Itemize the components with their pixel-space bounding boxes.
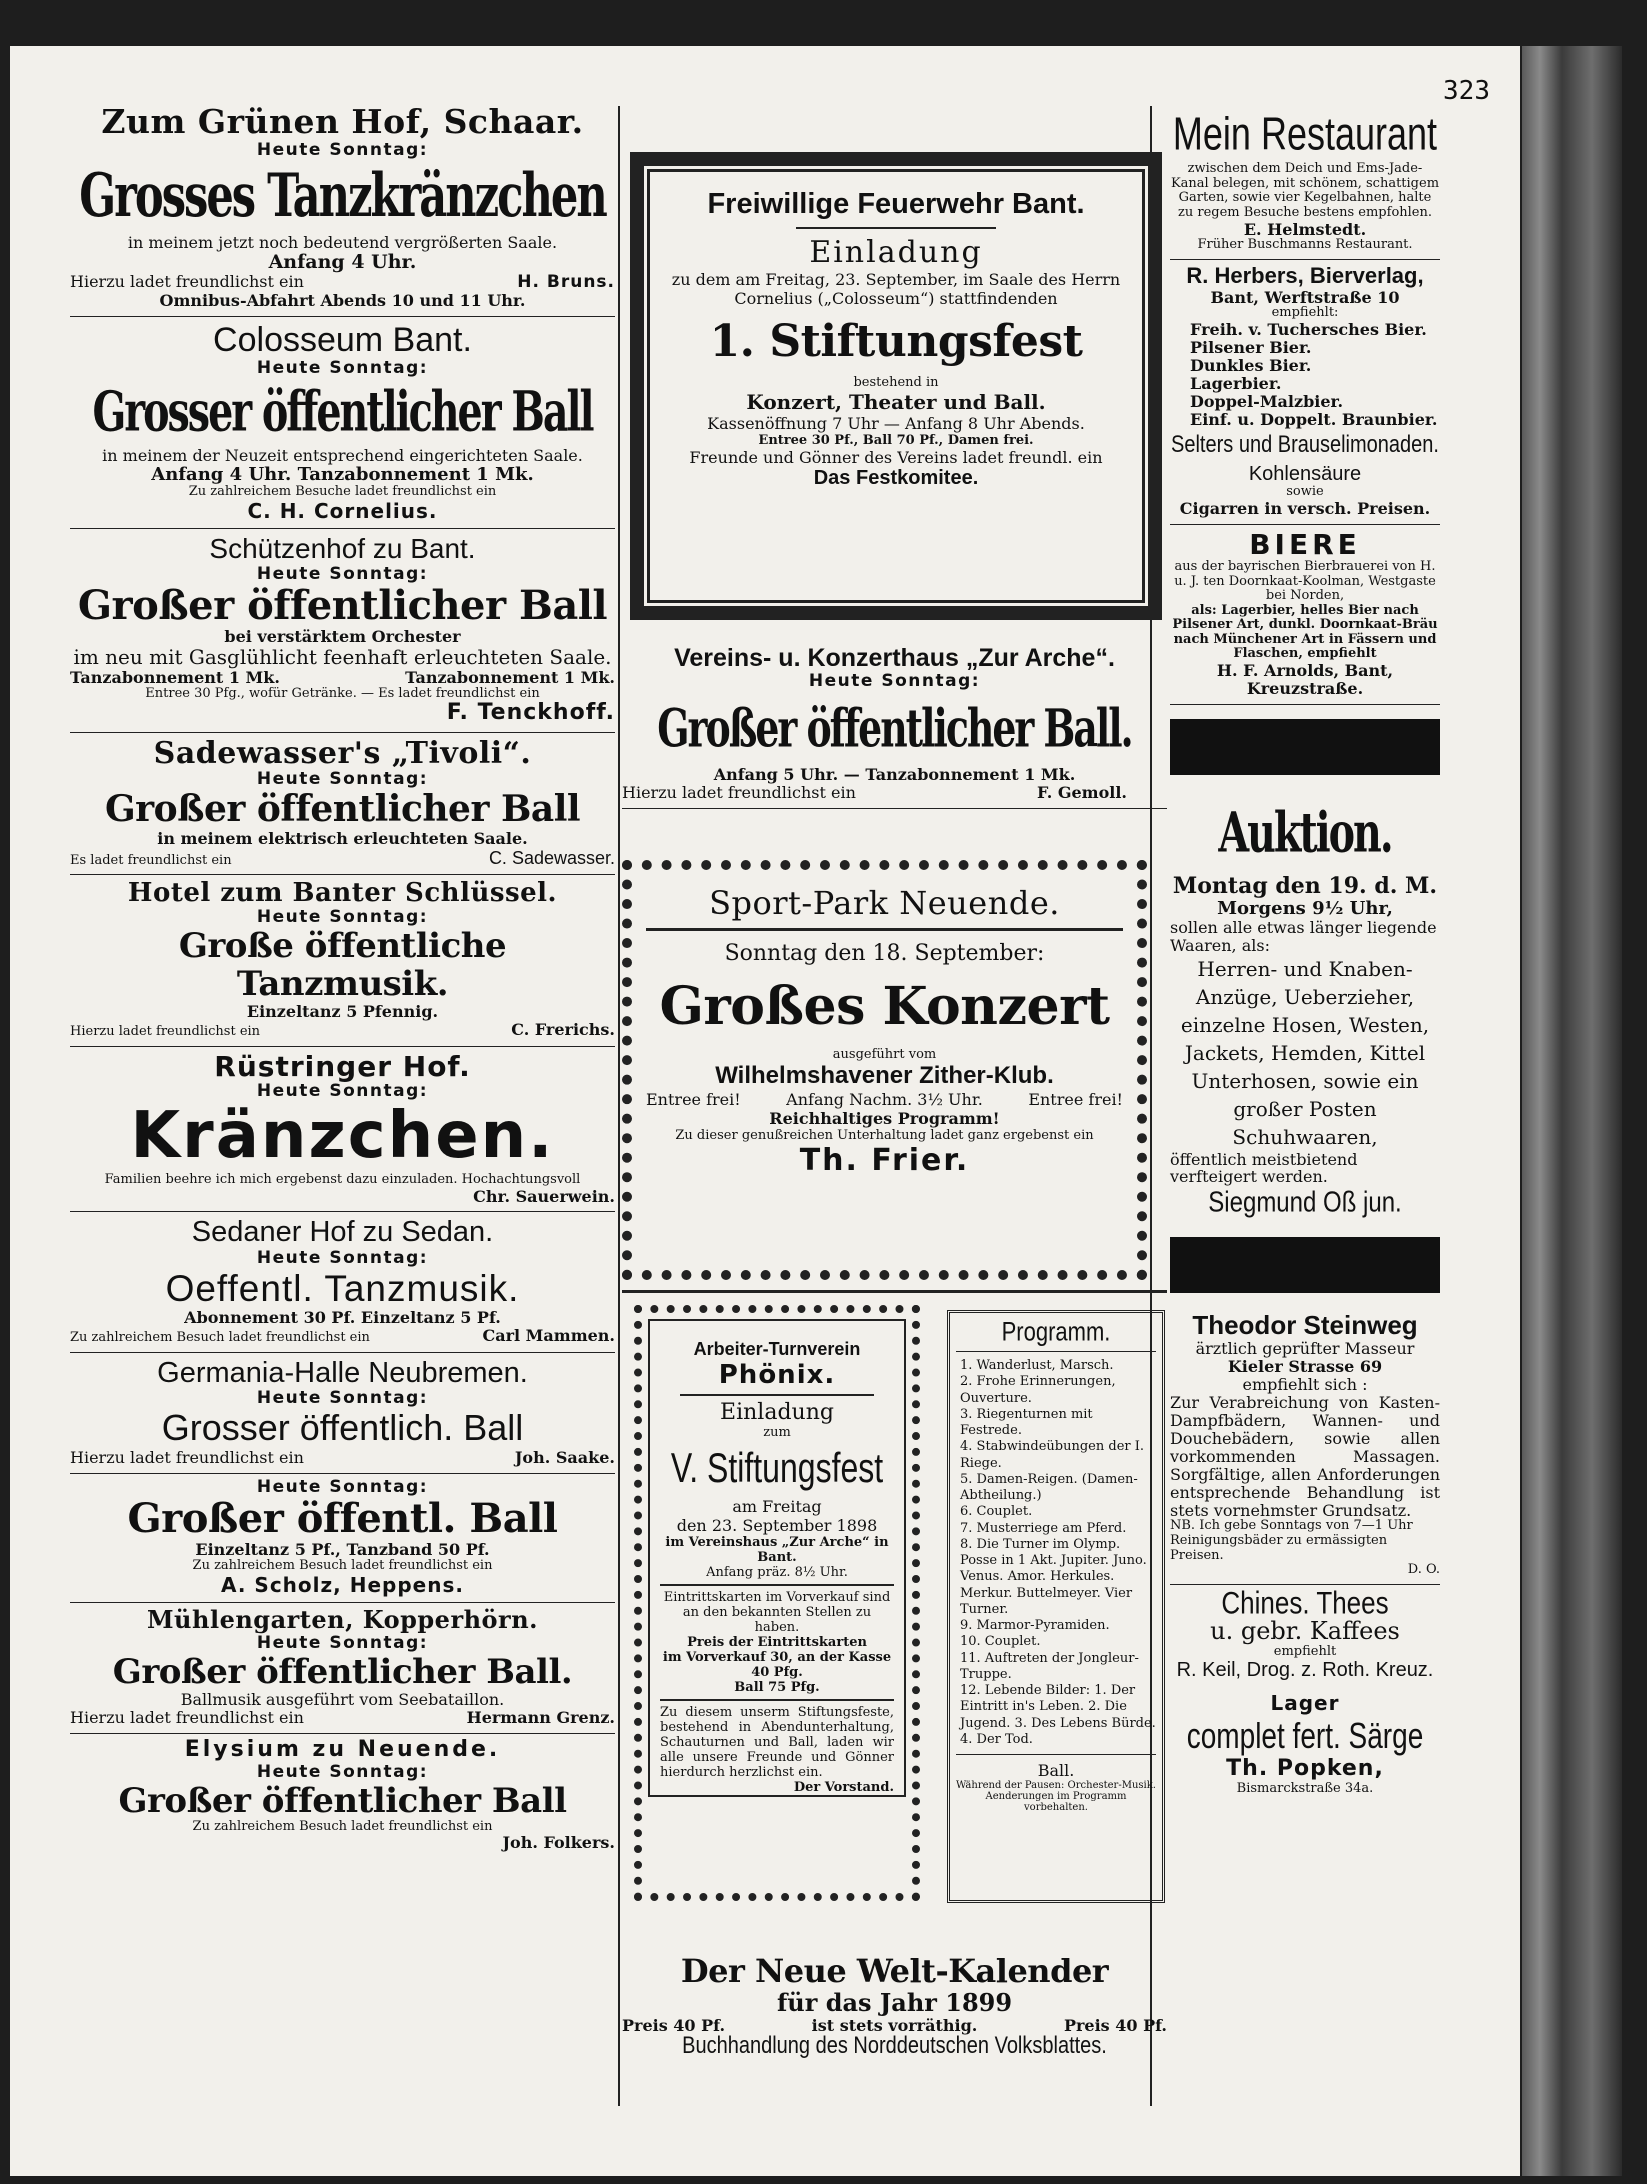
ad-text: in meinem elektrisch erleuchteten Saale. — [157, 828, 528, 848]
ad-headline: Großes Konzert — [659, 976, 1110, 1037]
ad-text: Anfang Nachm. 3½ Uhr. — [786, 1090, 983, 1109]
ad-signature: R. Keil, Drog. z. Roth. Kreuz. — [1176, 1659, 1434, 1682]
programm-item: 4. Stabwindeübungen der I. Riege. — [960, 1439, 1144, 1471]
ad-signature: Siegmund Oß jun. — [1208, 1186, 1402, 1219]
ad-text: zwischen dem Deich und Ems-Jade-Kanal belegen, mit schönem, schattigem Garten, sowie vier Kegelbahnen, halte zu regem Besuche bestens empfohlen. — [1170, 161, 1440, 220]
ad-text: in meinem der Neuzeit entsprechend eingerichteten Saale. — [102, 446, 583, 466]
ad-muehlengarten — [70, 1603, 615, 1734]
beer-item: Lagerbier. — [1190, 373, 1282, 393]
ad-arche — [622, 640, 1167, 809]
ad-text: Reichhaltiges Programm! — [769, 1109, 1000, 1128]
ad-text: ausgeführt vom — [832, 1047, 937, 1062]
ad-herbers — [1170, 260, 1440, 525]
ad-text: Anfang 5 Uhr. — Tanzabonnement 1 Mk. — [713, 765, 1076, 785]
beer-item: Einf. u. Doppelt. Braunbier. — [1190, 409, 1438, 429]
ad-headline: Grosser öffentlich. Ball — [161, 1407, 524, 1449]
ad-text: Einzeltanz 5 Pfennig. — [246, 1002, 439, 1022]
programm-item: 10. Couplet. — [960, 1634, 1041, 1650]
ad-schuetzenhof — [70, 529, 615, 733]
ad-text: Es ladet freundlichst ein — [70, 852, 232, 868]
ad-title: R. Herbers, Bierverlag, — [1186, 262, 1424, 288]
programm-title: Programm. — [1001, 1316, 1111, 1347]
ad-text: Morgens 9½ Uhr, — [1217, 897, 1393, 919]
ad-title: Sadewasser's „Tivoli“. — [153, 735, 532, 771]
ad-headline: Chines. Thees — [1221, 1584, 1389, 1621]
ad-title: Rüstringer Hof. — [214, 1049, 471, 1083]
ad-signature: Th. Frier. — [799, 1143, 970, 1178]
ad-signature: Hermann Grenz. — [466, 1708, 615, 1728]
ad-text: Tanzabonnement 1 Mk. — [405, 667, 615, 687]
ad-text: Anfang präz. 8½ Uhr. — [706, 1565, 848, 1580]
ad-saerge — [1170, 1688, 1440, 1803]
ad-text: Zu dieser genußreichen Unterhaltung ladet ganz ergebenst ein — [675, 1128, 1094, 1143]
ad-sunday: Heute Sonntag: — [256, 907, 429, 928]
divider — [660, 1699, 894, 1701]
ad-text: empfiehlt — [1273, 1643, 1337, 1659]
ad-date: Montag den 19. d. M. — [1172, 872, 1438, 899]
ad-signature: Joh. Folkers. — [502, 1833, 615, 1853]
ad-text: Zu zahlreichem Besuche ladet freundlichst ein — [188, 484, 497, 500]
ad-auktion — [1170, 789, 1440, 1224]
ad-title: Colosseum Bant. — [213, 320, 472, 359]
ad-text: aus der bayrischen Bierbrauerei von H. u. J. ten Doornkaat-Koolman, Westgaste bei Norden, — [1174, 559, 1436, 604]
ad-signature: F. Tenckhoff. — [446, 700, 615, 726]
page-number: 323 — [1443, 76, 1490, 106]
beer-item: Dunkles Bier. — [1190, 355, 1312, 375]
beer-item: Doppel-Malzbier. — [1190, 391, 1344, 411]
ad-sunday: Heute Sonntag: — [256, 769, 429, 790]
ad-signature: Chr. Sauerwein. — [473, 1186, 615, 1206]
ad-date: Sonntag den 18. September: — [724, 941, 1045, 966]
ad-title: Arbeiter-Turnverein — [693, 1339, 861, 1359]
ad-signature: A. Scholz, Heppens. — [221, 1572, 464, 1597]
ad-text: Cigarren in versch. Preisen. — [1179, 498, 1431, 518]
ad-title: Theodor Steinweg — [1192, 1310, 1418, 1341]
ad-text: empfiehlt: — [1271, 305, 1339, 321]
ad-invite: Einladung — [809, 235, 983, 270]
ad-banter-schluessel — [70, 875, 615, 1047]
ad-steinweg — [1170, 1307, 1440, 1584]
beer-item: Pilsener Bier. — [1190, 337, 1312, 357]
ad-title: Zum Grünen Hof, Schaar. — [101, 102, 584, 141]
column-rule — [618, 106, 620, 2106]
ad-text: Hierzu ladet freundlichst ein — [622, 782, 856, 802]
ad-sunday: Heute Sonntag: — [256, 357, 429, 378]
ad-text: Zu zahlreichem Besuch ladet freundlichst ein — [192, 1818, 493, 1834]
programm-item: 3. Riegenturnen mit Festrede. — [960, 1406, 1093, 1438]
ad-sunday: Heute Sonntag: — [256, 1633, 429, 1654]
ad-text: Hierzu ladet freundlichst ein — [70, 1024, 261, 1040]
ad-signature: C. Frerichs. — [511, 1020, 615, 1040]
ad-signature: Der Vorstand. — [793, 1780, 894, 1795]
ad-headline: Großer öffentlicher Ball — [118, 1780, 567, 1821]
ad-signature: E. Helmstedt. — [1243, 219, 1367, 239]
ad-text: Eintrittskarten im Vorverkauf sind an den bekannten Stellen zu haben. — [663, 1590, 891, 1635]
ad-text: Hierzu ladet freundlichst ein — [70, 271, 304, 291]
ad-text: im Vorverkauf 30, an der Kasse 40 Pfg. — [662, 1650, 892, 1680]
ad-text: Entree 30 Pf., Ball 70 Pf., Damen frei. — [758, 433, 1034, 448]
ad-sportpark — [622, 860, 1147, 1280]
ad-biere — [1170, 525, 1440, 705]
programm-item: 2. Frohe Erinnerungen, Ouverture. — [960, 1374, 1116, 1406]
ad-text: Kohlensäure — [1248, 462, 1362, 485]
divider — [796, 227, 996, 229]
programm-note: Während der Pausen: Orchester-Musik. — [956, 1780, 1156, 1791]
ad-text: Ballmusik ausgeführt vom Seebataillon. — [180, 1690, 505, 1710]
ad-text: Omnibus-Abfahrt Abends 10 und 11 Uhr. — [159, 290, 526, 310]
ad-text: im neu mit Gasglühlicht feenhaft erleuchteten Saale. — [73, 645, 612, 670]
programm-list — [956, 1358, 1156, 1748]
ad-title: Schützenhof zu Bant. — [209, 533, 476, 565]
ad-headline: u. gebr. Kaffees — [1210, 1616, 1400, 1645]
ad-text: Ball 75 Pfg. — [734, 1680, 820, 1695]
divider — [956, 1754, 1156, 1755]
ad-colosseum — [70, 317, 615, 529]
ad-text: zu dem am Freitag, 23. September, im Saale des Herrn Cornelius („Colosseum“) stattfindenden — [671, 270, 1121, 308]
ad-title: Vereins- u. Konzerthaus „Zur Arche“. — [674, 644, 1115, 672]
ad-headline: Großer öffentlicher Ball. — [112, 1652, 573, 1693]
ad-text: Preis 40 Pf. — [1063, 2015, 1167, 2035]
ad-text: Einzeltanz 5 Pf., Tanzband 50 Pf. — [195, 1540, 490, 1560]
ad-text: ärztlich geprüfter Masseur — [1195, 1339, 1415, 1359]
ad-restaurant — [1170, 100, 1440, 260]
divider — [956, 1351, 1156, 1352]
ad-text: öffentlich meistbietend verfteigert werden. — [1170, 1149, 1358, 1187]
programm-item: 8. Die Turner im Olymp. Posse in 1 Akt. Jupiter. Juno. Venus. Amor. Herkules. Merkur. Buttelmeyer. Vier Turner. — [960, 1536, 1147, 1617]
ad-signature: Das Festkomitee. — [813, 467, 979, 489]
ad-germania — [70, 1353, 615, 1474]
ad-headline: complet fert. Särge — [1186, 1715, 1424, 1756]
ad-invite: Einladung — [720, 1400, 834, 1425]
column-right — [1170, 100, 1440, 2136]
ad-signature: C. H. Cornelius. — [247, 498, 438, 523]
ad-elysium — [70, 1734, 615, 1858]
ad-headline: Großer öffentlicher Ball — [104, 788, 581, 831]
ad-scholz — [70, 1474, 615, 1604]
ad-title: Mühlengarten, Kopperhörn. — [146, 1605, 538, 1635]
ad-kalender — [622, 1950, 1167, 2063]
ad-text: Zur Verabreichung von Kasten-Dampfbädern, Wannen- und Douchebädern, sowie allen vorkommenden Massagen. Sorgfältige, allen Anforderungen entsprechende Behandlung ist stets vornehmster Grundsatz. — [1170, 1393, 1440, 1520]
ad-text: Hierzu ladet freundlichst ein — [70, 1708, 304, 1728]
ad-headline: V. Stiftungsfest — [670, 1444, 884, 1492]
ad-signature: Th. Popken, — [1226, 1756, 1384, 1782]
ad-signature: H. F. Arnolds, Bant, Kreuzstraße. — [1216, 660, 1394, 698]
divider — [622, 1290, 1167, 1293]
ad-headline: Großer öffentlicher Ball — [77, 581, 608, 629]
ad-headline: Oeffentl. Tanzmusik. — [165, 1267, 520, 1309]
ad-signature: Carl Mammen. — [482, 1326, 615, 1346]
ad-text: Kieler Strasse 69 — [1227, 1357, 1383, 1377]
ad-signature: Buchhandlung des Norddeutschen Volksblattes. — [682, 2032, 1107, 2059]
ad-headline: Grosses Tanzkränzchen — [79, 160, 606, 231]
ad-text: am Freitag — [732, 1497, 822, 1516]
ad-title: Sedaner Hof zu Sedan. — [191, 1216, 494, 1249]
ad-title: Elysium zu Neuende. — [184, 1737, 501, 1763]
ad-text: Preis der Eintrittskarten — [687, 1635, 867, 1650]
newspaper-page — [10, 46, 1520, 2176]
ad-headline: Der Neue Welt-Kalender — [680, 1952, 1109, 1990]
ad-text: Familien beehre ich mich ergebenst dazu einzuladen. Hochachtungsvoll — [104, 1171, 581, 1187]
ad-phoenix — [634, 1305, 920, 1901]
ad-text: bestehend in — [853, 375, 939, 390]
ad-text: Entree 30 Pfg., wofür Getränke. — Es ladet freundlichst ein — [145, 685, 540, 701]
divider — [660, 1584, 894, 1586]
programm-item: 5. Damen-Reigen. (Damen-Abtheilung.) — [960, 1471, 1138, 1503]
ad-text: Konzert, Theater und Ball. — [746, 390, 1046, 414]
ad-headline: Großer öffentlicher Ball. — [657, 697, 1132, 760]
ad-sunday: Heute Sonntag: — [256, 139, 429, 160]
ad-gruener-hof — [70, 100, 615, 317]
ad-text: NB. Ich gebe Sonntags von 7—1 Uhr Reinigungsbäder zu ermässigten Preisen. — [1170, 1518, 1413, 1563]
ad-text: Entree frei! — [646, 1090, 741, 1109]
book-binding — [1522, 46, 1622, 2176]
ad-text: Abonnement 30 Pf. Einzeltanz 5 Pf. — [184, 1308, 501, 1328]
ad-headline: Kränzchen. — [130, 1099, 555, 1174]
ad-text: Bismarckstraße 34a. — [1236, 1780, 1374, 1796]
black-bar — [1170, 719, 1440, 775]
ad-text: Zu zahlreichem Besuch ladet freundlichst ein — [192, 1558, 493, 1574]
ad-headline: Großer öffentl. Ball — [127, 1494, 558, 1542]
divider — [646, 928, 1123, 931]
ad-headline: Auktion. — [1218, 801, 1392, 866]
programm-item: 11. Auftreten der Jongleur-Truppe. — [960, 1650, 1139, 1682]
column-middle — [622, 100, 1167, 2136]
black-bar — [1170, 1237, 1440, 1293]
ad-text: bei verstärktem Orchester — [224, 627, 461, 647]
ad-headline: 1. Stiftungsfest — [709, 316, 1083, 367]
ad-text: für das Jahr 1899 — [776, 1987, 1013, 2017]
programm-item: 7. Musterriege am Pferd. — [960, 1520, 1127, 1536]
ad-thees — [1170, 1585, 1440, 1688]
ad-text: Wilhelmshavener Zither-Klub. — [715, 1062, 1054, 1089]
ad-text: Früher Buschmanns Restaurant. — [1197, 237, 1413, 253]
ad-signature: D. O. — [1407, 1562, 1440, 1578]
ad-text: den 23. September 1898 — [676, 1516, 878, 1535]
ad-headline: BIERE — [1249, 527, 1361, 561]
ad-text: Herren- und Knaben-Anzüge, Ueberzieher, einzelne Hosen, Westen, Jackets, Hemden, Kittel Unterhosen, sowie ein großer Posten Schuhwaaren, — [1180, 956, 1430, 1149]
programm-ball: Ball. — [1037, 1761, 1075, 1780]
ad-sunday: Heute Sonntag: — [256, 1247, 429, 1268]
programm-item: 12. Lebende Bilder: 1. Der Eintritt in's Leben. 2. Die Jugend. 3. Des Lebens Bürde. 4. Der Tod. — [960, 1683, 1156, 1747]
ad-text: Hierzu ladet freundlichst ein — [70, 1447, 304, 1467]
programm-item: 9. Marmor-Pyramiden. — [960, 1618, 1110, 1633]
ad-feuerwehr — [630, 152, 1162, 620]
ad-text: Tanzabonnement 1 Mk. — [70, 667, 280, 687]
programm-item: 6. Couplet. — [960, 1504, 1033, 1520]
ad-sunday: Heute Sonntag: — [256, 1388, 429, 1409]
ad-text: Preis 40 Pf. — [622, 2015, 726, 2035]
ad-sunday: Heute Sonntag: — [256, 1761, 429, 1782]
ad-programm — [947, 1310, 1165, 1903]
ad-text: in meinem jetzt noch bedeutend vergrößerten Saale. — [127, 232, 558, 252]
ad-title: Freiwillige Feuerwehr Bant. — [707, 188, 1085, 220]
programm-note: Aenderungen im Programm vorbehalten. — [985, 1791, 1127, 1813]
ad-text: sowie — [1286, 484, 1324, 500]
ad-text: im Vereinshaus „Zur Arche“ in Bant. — [665, 1535, 889, 1565]
ad-signature: H. Bruns. — [517, 271, 615, 292]
ad-text: Anfang 4 Uhr. Tanzabonnement 1 Mk. — [151, 464, 534, 486]
ad-text: zum — [763, 1425, 791, 1440]
ad-title: Hotel zum Banter Schlüssel. — [127, 878, 558, 909]
beer-item: Freih. v. Tuchersches Bier. — [1190, 320, 1427, 340]
ad-text: empfiehlt sich : — [1242, 1375, 1368, 1395]
ad-signature: Joh. Saake. — [514, 1447, 615, 1467]
ad-title: Germania-Halle Neubremen. — [157, 1356, 528, 1389]
ad-text: Anfang 4 Uhr. — [268, 250, 417, 273]
ad-text: Kassenöffnung 7 Uhr — Anfang 8 Uhr Abends. — [707, 414, 1085, 433]
ad-text: Lager — [1270, 1690, 1340, 1715]
ad-headline: Große öffentliche Tanzmusik. — [178, 926, 507, 1005]
beer-list — [1170, 321, 1440, 428]
ad-headline: Grosser öffentlicher Ball — [92, 380, 593, 445]
ad-sunday: Heute Sonntag: — [256, 1476, 429, 1497]
ad-headline: Mein Restaurant — [1172, 106, 1438, 160]
ad-sunday: Heute Sonntag: — [256, 1081, 429, 1102]
ad-tivoli — [70, 733, 615, 875]
ad-text: Freunde und Gönner des Vereins ladet freundl. ein — [689, 448, 1103, 467]
ad-text: ist stets vorräthig. — [811, 2015, 978, 2035]
ad-text: Zu diesem unserm Stiftungsfeste, bestehend in Abendunterhaltung, Schauturnen und Ball, laden wir alle unsere Freunde und Gönner hierdurch herzlichst ein. — [660, 1705, 894, 1780]
ad-text: als: Lagerbier, helles Bier nach Pilsener Art, dunkl. Doornkaat-Bräu nach Münchener Art in Fässern und Flaschen, empfiehlt — [1172, 602, 1438, 662]
column-left — [70, 100, 615, 2136]
ad-ruestringer — [70, 1047, 615, 1213]
ad-text: Bant, Werftstraße 10 — [1210, 287, 1400, 307]
divider — [680, 1394, 874, 1396]
ad-title: Phönix. — [718, 1360, 836, 1390]
ad-text: Zu zahlreichem Besuch ladet freundlichst ein — [70, 1330, 370, 1346]
ad-text: Entree frei! — [1028, 1090, 1123, 1109]
programm-item: 1. Wanderlust, Marsch. — [960, 1358, 1114, 1373]
ad-text: sollen alle etwas länger liegende Waaren, als: — [1170, 917, 1437, 955]
ad-title: Sport-Park Neuende. — [709, 884, 1060, 922]
ad-sedaner — [70, 1212, 615, 1352]
ad-sunday: Heute Sonntag: — [808, 671, 981, 691]
ad-signature: F. Gemoll. — [1036, 782, 1127, 802]
ad-text: Selters und Brauselimonaden. — [1171, 432, 1439, 459]
ad-sunday: Heute Sonntag: — [256, 563, 429, 584]
ad-signature: C. Sadewasser. — [488, 847, 615, 868]
